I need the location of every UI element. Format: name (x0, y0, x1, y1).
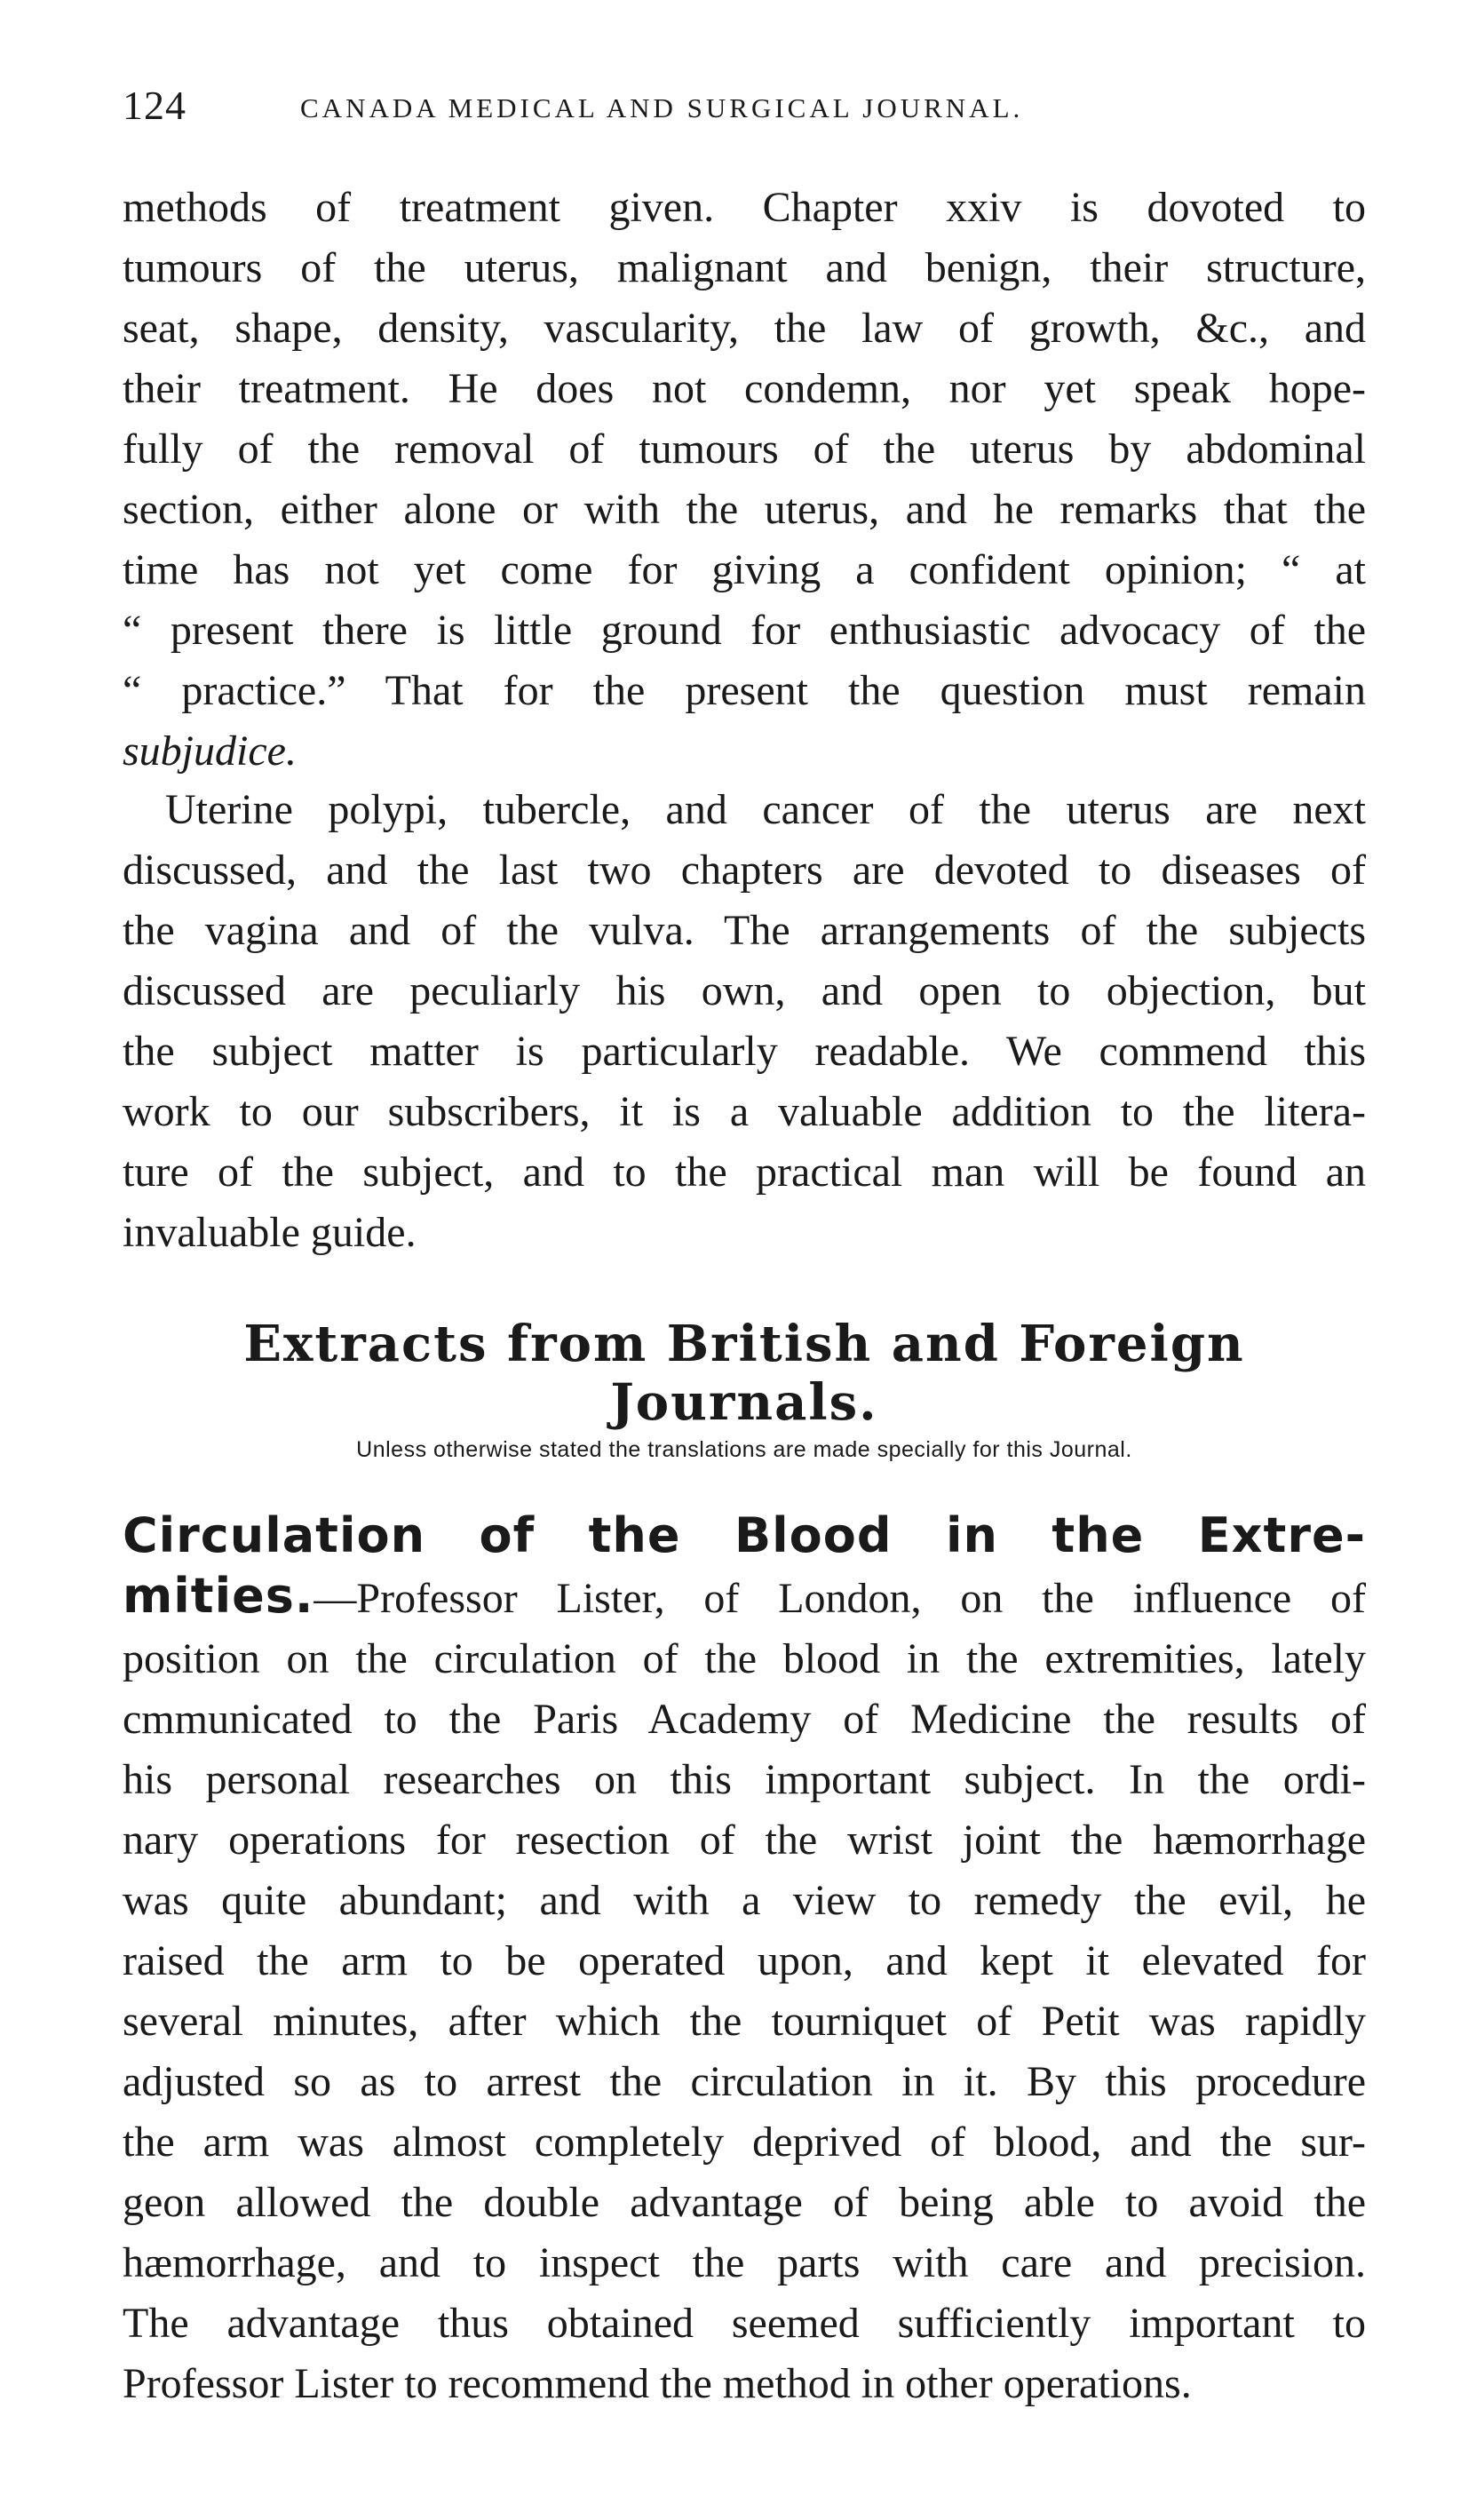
text-line: their treatment. He does not condemn, nor yet speak hope- (123, 365, 1366, 412)
text-line: Professor Lister to recommend the method in other operations. (123, 2360, 1192, 2407)
text-line: several minutes, after which the tourniquet of Petit was rapidly (123, 1998, 1366, 2045)
text-line: fully of the removal of tumours of the uterus by abdominal (123, 425, 1366, 473)
section-heading: Extracts from British and Foreign Journals. (243, 1315, 1245, 1432)
text-line-italic: subjudice. (123, 727, 297, 775)
text-line: Uterine polypi, tubercle, and cancer of the uterus are next (165, 786, 1366, 833)
text-line: The advantage thus obtained seemed sufficiently important to (123, 2300, 1366, 2347)
text-line: geon allowed the double advantage of being able to avoid the (123, 2179, 1366, 2226)
article-title-continued: mities. (123, 1568, 314, 1624)
text-line: his personal researches on this important subject. In the ordi- (123, 1756, 1366, 1803)
text-line (123, 1566, 1366, 1629)
section-note: Unless otherwise stated the translations are made specially for this Journal. (356, 1437, 1132, 1462)
running-head (123, 82, 1366, 135)
text-line: position on the circulation of the blood in the extremities, lately (123, 1635, 1366, 1682)
text-line: nary operations for resection of the wrist joint the hæmorrhage (123, 1816, 1366, 1864)
article-title: Circulation of the Blood in the Extre- (123, 1507, 1366, 1563)
text-line: adjusted so as to arrest the circulation in it. By this procedure (123, 2058, 1366, 2105)
text-line: the subject matter is particularly readable. We commend this (123, 1028, 1366, 1075)
text-line: “ practice.” That for the present the question must remain (123, 667, 1366, 714)
text-line: cmmunicated to the Paris Academy of Medicine the results of (123, 1696, 1366, 1743)
text-line: raised the arm to be operated upon, and kept it elevated for (123, 1937, 1366, 1984)
text-line: methods of treatment given. Chapter xxiv is dovoted to (123, 184, 1366, 231)
article-paragraph (123, 1506, 1366, 2414)
review-paragraph-2 (123, 780, 1366, 1263)
page-number: 124 (123, 83, 186, 128)
text-line: the vagina and of the vulva. The arrangements of the subjects (123, 907, 1366, 954)
text-line: work to our subscribers, it is a valuable addition to the litera- (123, 1088, 1366, 1135)
text-line: section, either alone or with the uterus, and he remarks that the (123, 486, 1366, 533)
text-line: tumours of the uterus, malignant and benign, their structure, (123, 244, 1366, 291)
text-line: hæmorrhage, and to inspect the parts with care and precision. (123, 2239, 1366, 2286)
text-line: time has not yet come for giving a confident opinion; “ at (123, 546, 1366, 593)
journal-title: CANADA MEDICAL AND SURGICAL JOURNAL. (300, 92, 1024, 123)
text-line: invaluable guide. (123, 1209, 417, 1256)
text-line: seat, shape, density, vascularity, the law of growth, &c., and (123, 305, 1366, 352)
article-text: —Professor Lister, of London, on the influence of (313, 1575, 1366, 1622)
text-line: “ present there is little ground for enthusiastic advocacy of the (123, 607, 1366, 654)
text-line: ture of the subject, and to the practical man will be found an (123, 1149, 1366, 1196)
text-line: discussed are peculiarly his own, and open to objection, but (123, 967, 1366, 1014)
review-paragraph-1 (123, 178, 1366, 782)
text-line: discussed, and the last two chapters are devoted to diseases of (123, 847, 1366, 894)
text-line: the arm was almost completely deprived of blood, and the sur- (123, 2119, 1366, 2166)
text-line: was quite abundant; and with a view to remedy the evil, he (123, 1877, 1366, 1924)
